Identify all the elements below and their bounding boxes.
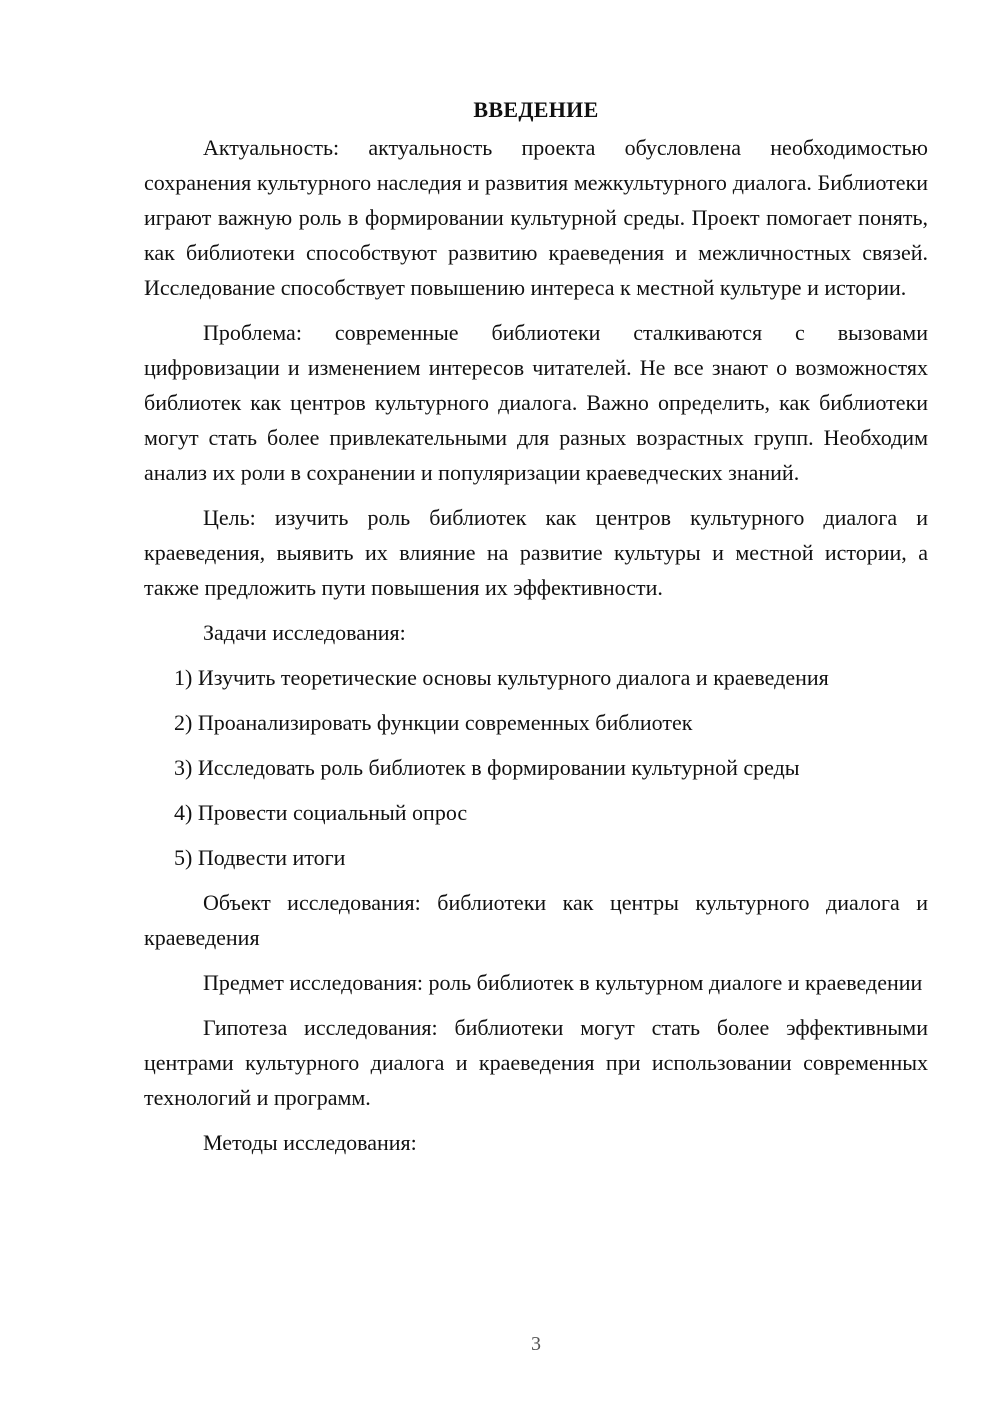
paragraph-relevance: Актуальность: актуальность проекта обусловлена необходимостью сохранения культурного наследия и развития межкультурного диалога. Библиотеки играют важную роль в формировании культурной среды. Проект помогает понять, как библиотеки способствуют развитию краеведения и межличностных связей. Исследование способствует повышению интереса к местной культуре и истории. (144, 135, 928, 300)
paragraph-goal: Цель: изучить роль библиотек как центров культурного диалога и краеведения, выявить их влияние на развитие культуры и местной истории, а также предложить пути повышения их эффективности. (144, 505, 928, 600)
task-item: 1) Изучить теоретические основы культурного диалога и краеведения (174, 665, 829, 690)
tasks-heading: Задачи исследования: (203, 620, 406, 645)
task-item: 4) Провести социальный опрос (174, 800, 468, 825)
paragraph-subject: Предмет исследования: роль библиотек в культурном диалоге и краеведении (203, 970, 923, 995)
methods-heading: Методы исследования: (203, 1130, 417, 1155)
tasks-list (144, 660, 928, 875)
task-item: 5) Подвести итоги (174, 845, 346, 870)
paragraph-hypothesis: Гипотеза исследования: библиотеки могут стать более эффективными центрами культурного диалога и краеведения при использовании современных технологий и программ. (144, 1015, 928, 1110)
page-number: 3 (531, 1333, 541, 1355)
paragraph-object: Объект исследования: библиотеки как центры культурного диалога и краеведения (144, 890, 928, 950)
task-item: 3) Исследовать роль библиотек в формировании культурной среды (174, 755, 800, 780)
paragraph-problem: Проблема: современные библиотеки сталкиваются с вызовами цифровизации и изменением интересов читателей. Не все знают о возможностях библиотек как центров культурного диалога. Важно определить, как библиотеки могут стать более привлекательными для разных возрастных групп. Необходим анализ их роли в сохранении и популяризации краеведческих знаний. (144, 320, 928, 485)
document-page (144, 95, 928, 1170)
task-item: 2) Проанализировать функции современных библиотек (174, 710, 693, 735)
section-title: ВВЕДЕНИЕ (473, 97, 599, 122)
